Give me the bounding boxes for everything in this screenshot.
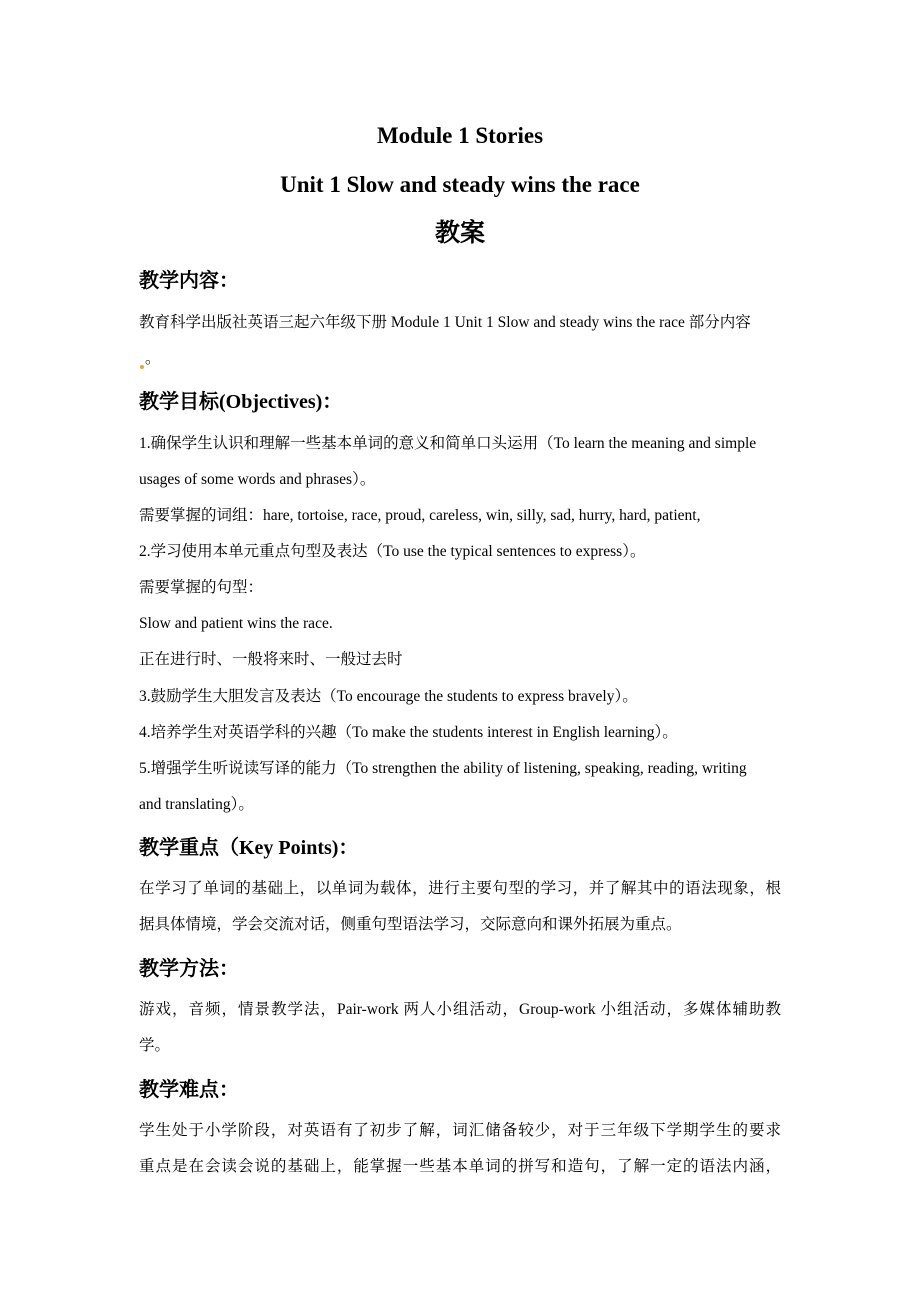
objectives-line-2: usages of some words and phrases）。 — [139, 471, 376, 488]
key-points-line-2: 据具体情境，学会交流对话，侧重句型语法学习，交际意向和课外拓展为重点。 — [139, 916, 682, 933]
content-heading: 教学内容： — [139, 270, 239, 292]
objectives-line-5: 需要掌握的句型： — [139, 579, 264, 596]
objectives-line-4: 2.学习使用本单元重点句型及表达（To use the typical sentences to express）。 — [139, 543, 646, 560]
methods-line-2: 学。 — [139, 1037, 171, 1054]
key-points-line-1: 在学习了单词的基础上，以单词为载体，进行主要句型的学习，并了解其中的语法现象，根 — [139, 880, 781, 897]
content-line-2-text: 。 — [145, 350, 161, 367]
objectives-heading: 教学目标(Objectives)： — [139, 391, 343, 413]
objectives-line-11: and translating）。 — [139, 796, 254, 813]
annotation-mark — [140, 365, 144, 369]
objectives-line-8: 3.鼓励学生大胆发言及表达（To encourage the students to express bravely）。 — [139, 688, 638, 705]
objectives-line-10: 5.增强学生听说读写译的能力（To strengthen the ability of listening, speaking, reading, writing — [139, 760, 747, 777]
objectives-line-1: 1.确保学生认识和理解一些基本单词的意义和简单口头运用（To learn the meaning and simple — [139, 435, 757, 452]
difficulties-line-1: 学生处于小学阶段，对英语有了初步了解，词汇储备较少，对于三年级下学期学生的要求 — [139, 1122, 781, 1139]
content-line-2 — [139, 348, 161, 370]
difficulties-line-2: 重点是在会读会说的基础上，能掌握一些基本单词的拼写和造句，了解一定的语法内涵， — [139, 1158, 781, 1175]
objectives-line-6: Slow and patient wins the race. — [139, 615, 333, 632]
unit-title: Unit 1 Slow and steady wins the race — [280, 172, 640, 197]
doc-type-title: 教案 — [434, 220, 485, 247]
objectives-line-3: 需要掌握的词组：hare, tortoise, race, proud, careless, win, silly, sad, hurry, hard, patient, — [139, 507, 701, 524]
content-line-1: 教育科学出版社英语三起六年级下册 Module 1 Unit 1 Slow and steady wins the race 部分内容 — [139, 314, 751, 331]
methods-line-1: 游戏，音频，情景教学法，Pair-work 两人小组活动，Group-work 小组活动，多媒体辅助教 — [139, 1001, 781, 1018]
objectives-line-9: 4.培养学生对英语学科的兴趣（To make the students interest in English learning）。 — [139, 724, 678, 741]
module-title: Module 1 Stories — [376, 123, 544, 148]
objectives-line-7: 正在进行时、一般将来时、一般过去时 — [139, 651, 403, 668]
difficulties-heading: 教学难点： — [139, 1079, 239, 1101]
key-points-heading: 教学重点（Key Points)： — [139, 837, 359, 859]
methods-heading: 教学方法： — [139, 958, 239, 980]
